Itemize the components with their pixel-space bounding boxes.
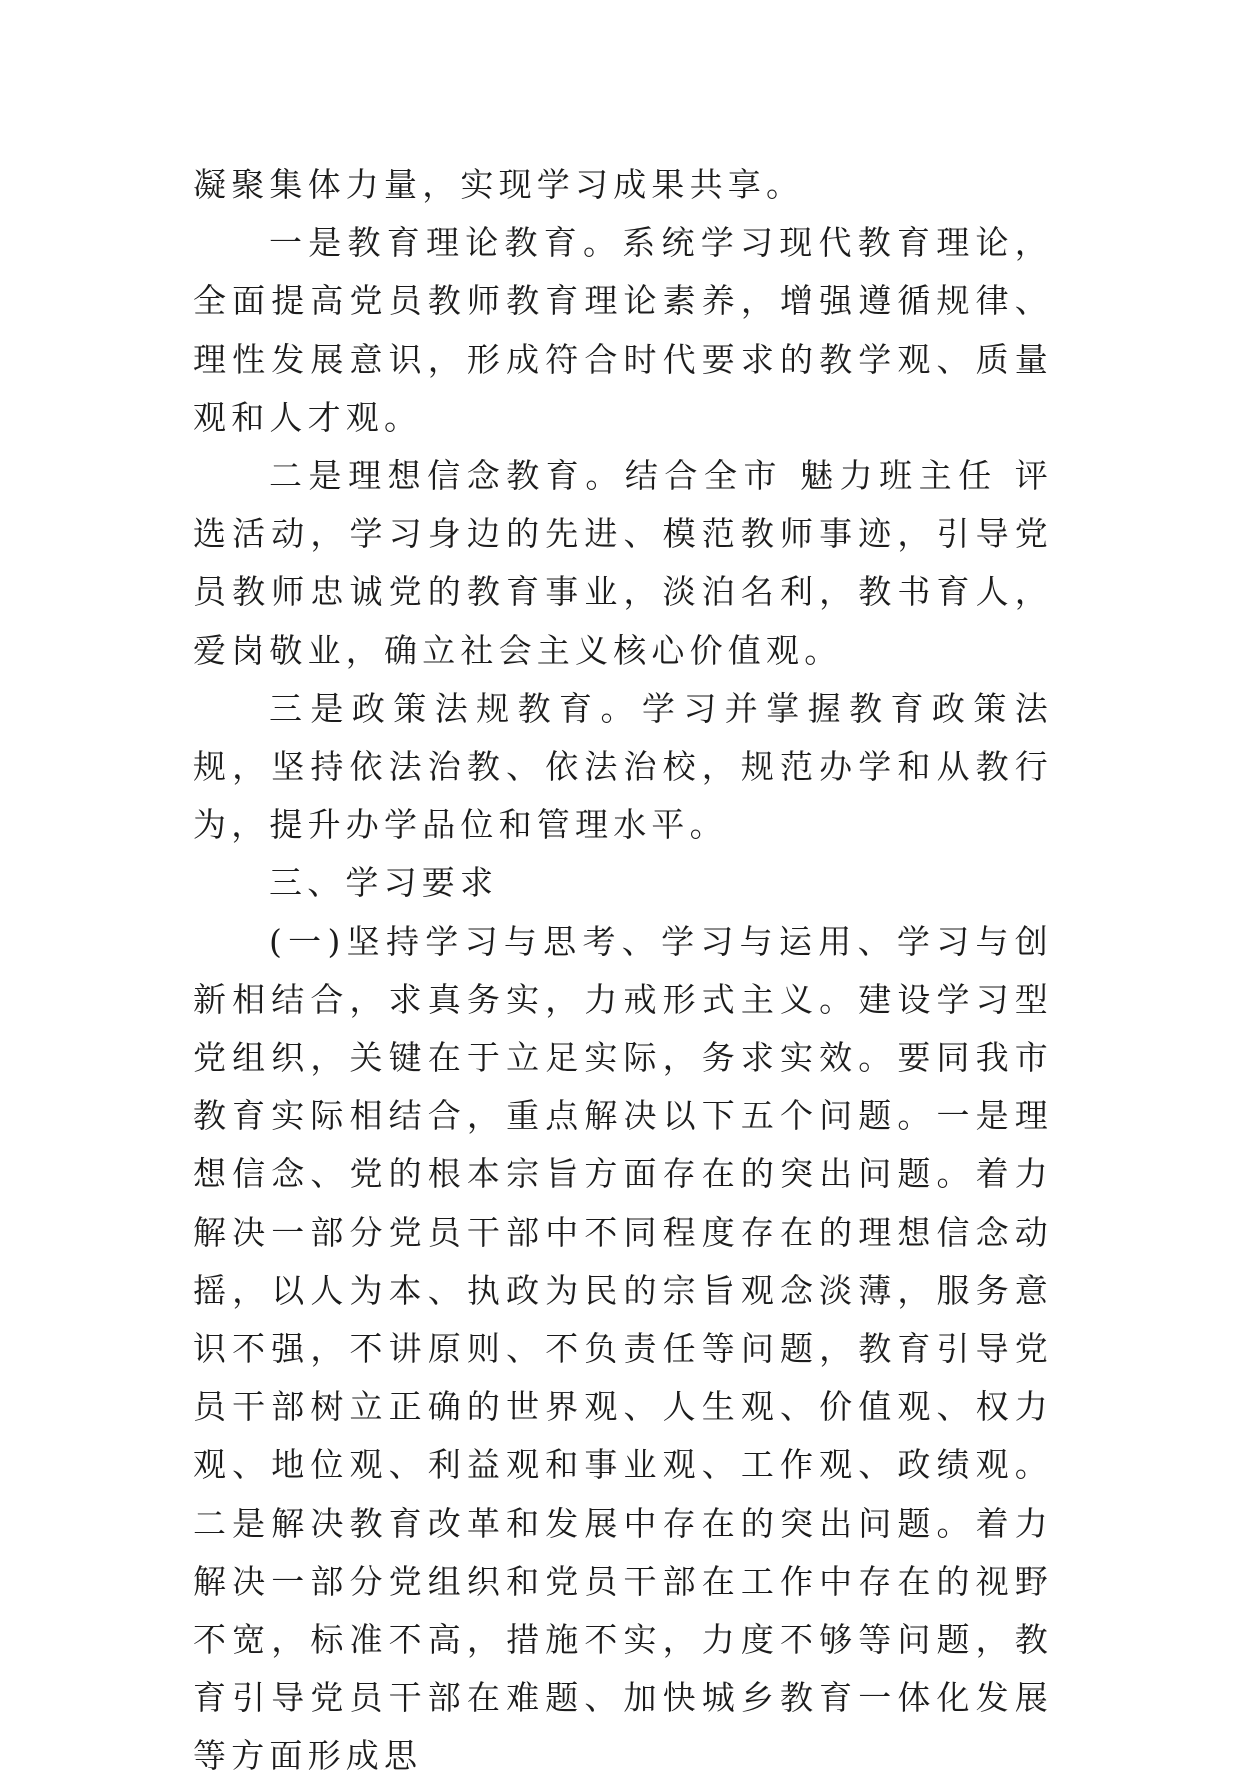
section-heading-study-requirements: 三、学习要求 xyxy=(269,863,499,903)
paragraph-policy-education: 三是政策法规教育。学习并掌握教育政策法规，坚持依法治教、依法治校，规范办学和从教行为，提升办学品位和管理水平。 xyxy=(193,688,1053,845)
paragraph-requirement-one: (一)坚持学习与思考、学习与运用、学习与创新相结合，求真务实，力戒形式主义。建设学习型党组织，关键在于立足实际，务求实效。要同我市教育实际相结合，重点解决以下五个问题。一是理想信念、党的根本宗旨方面存在的突出问题。着力解决一部分党员干部中不同程度存在的理想信念动摇，以人为本、执政为民的宗旨观念淡薄，服务意识不强，不讲原则、不负责任等问题，教育引导党员干部树立正确的世界观、人生观、价值观、权力观、地位观、利益观和事业观、工作观、政绩观。二是解决教育改革和发展中存在的突出问题。着力解决一部分党组织和党员干部在工作中存在的视野不宽，标准不高，措施不实，力度不够等问题，教育引导党员干部在难题、加快城乡教育一体化发展等方面形成思 xyxy=(193,921,1053,1776)
paragraph-theory-education: 一是教育理论教育。系统学习现代教育理论，全面提高党员教师教育理论素养，增强遵循规律、理性发展意识，形成符合时代要求的教学观、质量观和人才观。 xyxy=(193,223,1053,437)
paragraph-ideals-education: 二是理想信念教育。结合全市 魅力班主任 评选活动，学习身边的先进、模范教师事迹，引导党员教师忠诚党的教育事业，淡泊名利，教书育人，爱岗敬业，确立社会主义核心价值观。 xyxy=(193,456,1053,670)
document-body xyxy=(193,156,1053,1786)
paragraph-continuation: 凝聚集体力量，实现学习成果共享。 xyxy=(193,165,805,204)
